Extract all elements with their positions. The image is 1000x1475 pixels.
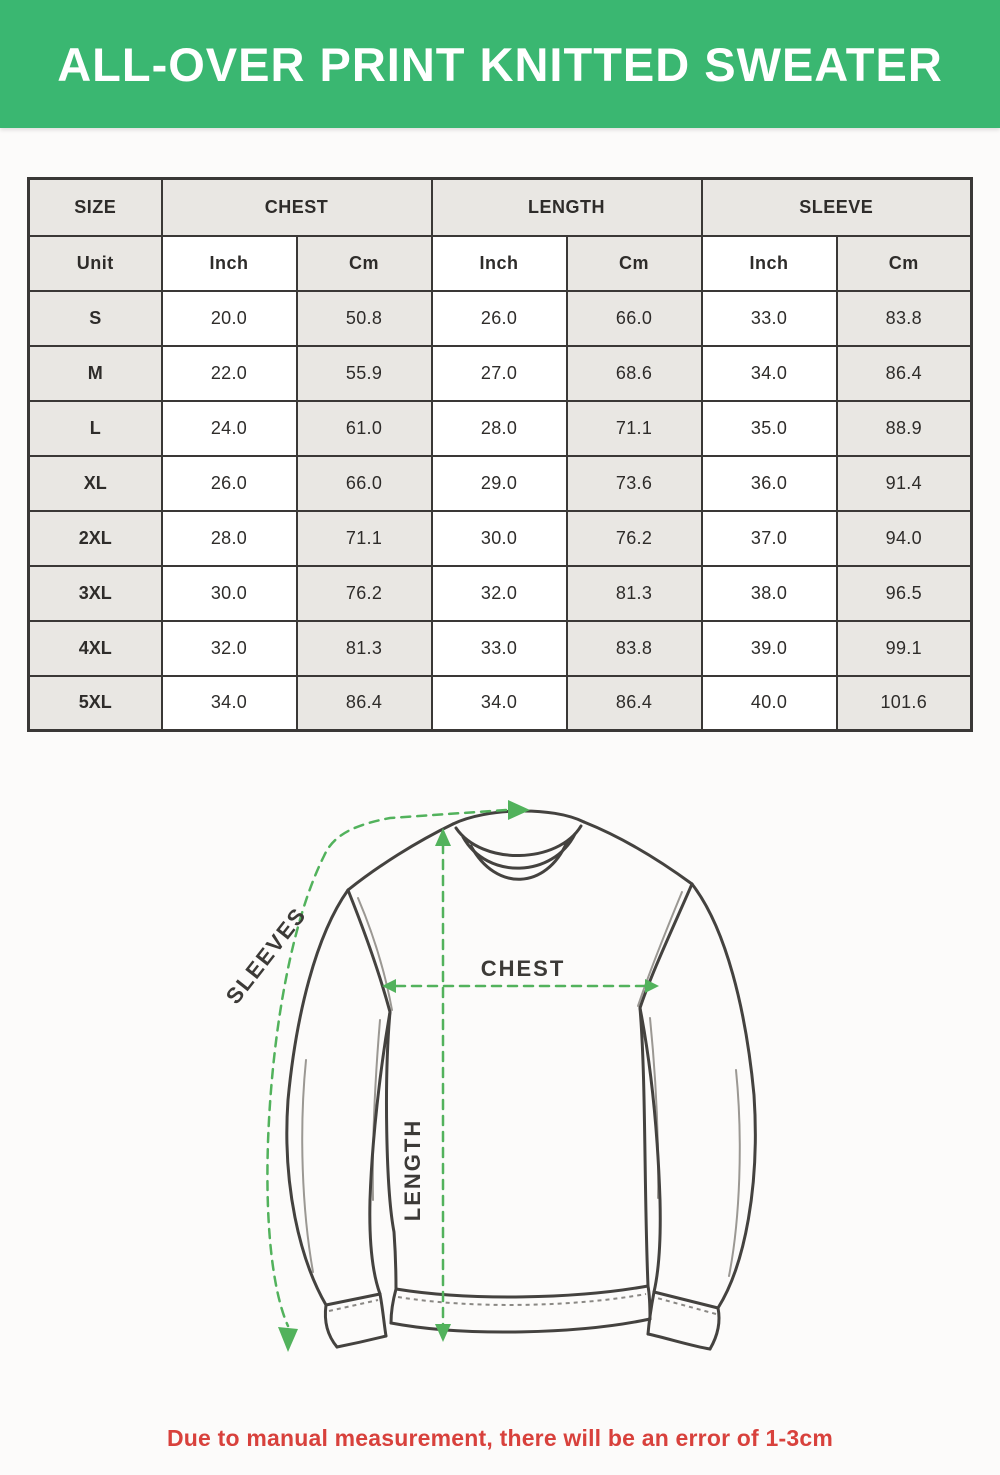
size-table xyxy=(27,177,973,732)
size-label: 2XL xyxy=(29,511,162,566)
chest-arrow-right-icon xyxy=(645,979,659,993)
unit-cell: Cm xyxy=(297,236,432,291)
value-cell: 30.0 xyxy=(162,566,297,621)
value-cell: 96.5 xyxy=(837,566,972,621)
sleeve-arrow-down-icon xyxy=(278,1327,298,1352)
value-cell: 36.0 xyxy=(702,456,837,511)
value-cell: 91.4 xyxy=(837,456,972,511)
value-cell: 24.0 xyxy=(162,401,297,456)
value-cell: 81.3 xyxy=(567,566,702,621)
value-cell: 34.0 xyxy=(702,346,837,401)
sweater-detail-lines xyxy=(302,892,740,1276)
value-cell: 29.0 xyxy=(432,456,567,511)
measurement-arrowheads xyxy=(278,800,659,1352)
sleeves-label: SLEEVES xyxy=(220,902,312,1009)
value-cell: 86.4 xyxy=(837,346,972,401)
value-cell: 66.0 xyxy=(567,291,702,346)
chest-label: CHEST xyxy=(480,956,566,981)
unit-cell: Cm xyxy=(837,236,972,291)
value-cell: 26.0 xyxy=(432,291,567,346)
size-label: 4XL xyxy=(29,621,162,676)
value-cell: 83.8 xyxy=(837,291,972,346)
value-cell: 76.2 xyxy=(567,511,702,566)
value-cell: 76.2 xyxy=(297,566,432,621)
value-cell: 37.0 xyxy=(702,511,837,566)
value-cell: 27.0 xyxy=(432,346,567,401)
length-arrow-down-icon xyxy=(435,1324,451,1342)
value-cell: 55.9 xyxy=(297,346,432,401)
value-cell: 66.0 xyxy=(297,456,432,511)
header-chest: CHEST xyxy=(162,179,432,236)
value-cell: 30.0 xyxy=(432,511,567,566)
table-row xyxy=(29,456,972,511)
value-cell: 34.0 xyxy=(432,676,567,731)
measurement-disclaimer: Due to manual measurement, there will be an error of 1-3cm xyxy=(166,1425,833,1451)
header-size: SIZE xyxy=(29,179,162,236)
value-cell: 81.3 xyxy=(297,621,432,676)
title-banner xyxy=(0,0,1000,128)
value-cell: 83.8 xyxy=(567,621,702,676)
header-sleeve: SLEEVE xyxy=(702,179,972,236)
header-length: LENGTH xyxy=(432,179,702,236)
measurement-labels xyxy=(221,902,566,1221)
value-cell: 71.1 xyxy=(567,401,702,456)
value-cell: 68.6 xyxy=(567,346,702,401)
size-label: XL xyxy=(29,456,162,511)
value-cell: 86.4 xyxy=(567,676,702,731)
sleeve-arrow-right-icon xyxy=(508,800,530,820)
value-cell: 28.0 xyxy=(432,401,567,456)
table-row xyxy=(29,291,972,346)
unit-row xyxy=(29,236,972,291)
value-cell: 39.0 xyxy=(702,621,837,676)
size-label: 5XL xyxy=(29,676,162,731)
value-cell: 33.0 xyxy=(432,621,567,676)
value-cell: 28.0 xyxy=(162,511,297,566)
unit-cell: Cm xyxy=(567,236,702,291)
value-cell: 33.0 xyxy=(702,291,837,346)
value-cell: 38.0 xyxy=(702,566,837,621)
unit-cell: Inch xyxy=(702,236,837,291)
value-cell: 26.0 xyxy=(162,456,297,511)
table-row xyxy=(29,676,972,731)
table-row xyxy=(29,511,972,566)
value-cell: 99.1 xyxy=(837,621,972,676)
sweater-measure-diagram xyxy=(220,770,800,1370)
page-title: ALL-OVER PRINT KNITTED SWEATER xyxy=(57,37,943,91)
value-cell: 71.1 xyxy=(297,511,432,566)
length-label: LENGTH xyxy=(400,1118,425,1222)
size-label: L xyxy=(29,401,162,456)
value-cell: 88.9 xyxy=(837,401,972,456)
unit-cell: Inch xyxy=(432,236,567,291)
value-cell: 86.4 xyxy=(297,676,432,731)
value-cell: 20.0 xyxy=(162,291,297,346)
size-label: 3XL xyxy=(29,566,162,621)
value-cell: 32.0 xyxy=(162,621,297,676)
value-cell: 50.8 xyxy=(297,291,432,346)
value-cell: 22.0 xyxy=(162,346,297,401)
sweater-outline xyxy=(287,811,755,1349)
table-row xyxy=(29,401,972,456)
table-row xyxy=(29,566,972,621)
value-cell: 101.6 xyxy=(837,676,972,731)
measurement-lines xyxy=(267,810,645,1326)
size-label: S xyxy=(29,291,162,346)
value-cell: 40.0 xyxy=(702,676,837,731)
table-row xyxy=(29,346,972,401)
value-cell: 73.6 xyxy=(567,456,702,511)
table-header-row xyxy=(29,179,972,236)
unit-label: Unit xyxy=(29,236,162,291)
value-cell: 32.0 xyxy=(432,566,567,621)
value-cell: 35.0 xyxy=(702,401,837,456)
unit-cell: Inch xyxy=(162,236,297,291)
value-cell: 61.0 xyxy=(297,401,432,456)
table-row xyxy=(29,621,972,676)
value-cell: 94.0 xyxy=(837,511,972,566)
value-cell: 34.0 xyxy=(162,676,297,731)
size-label: M xyxy=(29,346,162,401)
